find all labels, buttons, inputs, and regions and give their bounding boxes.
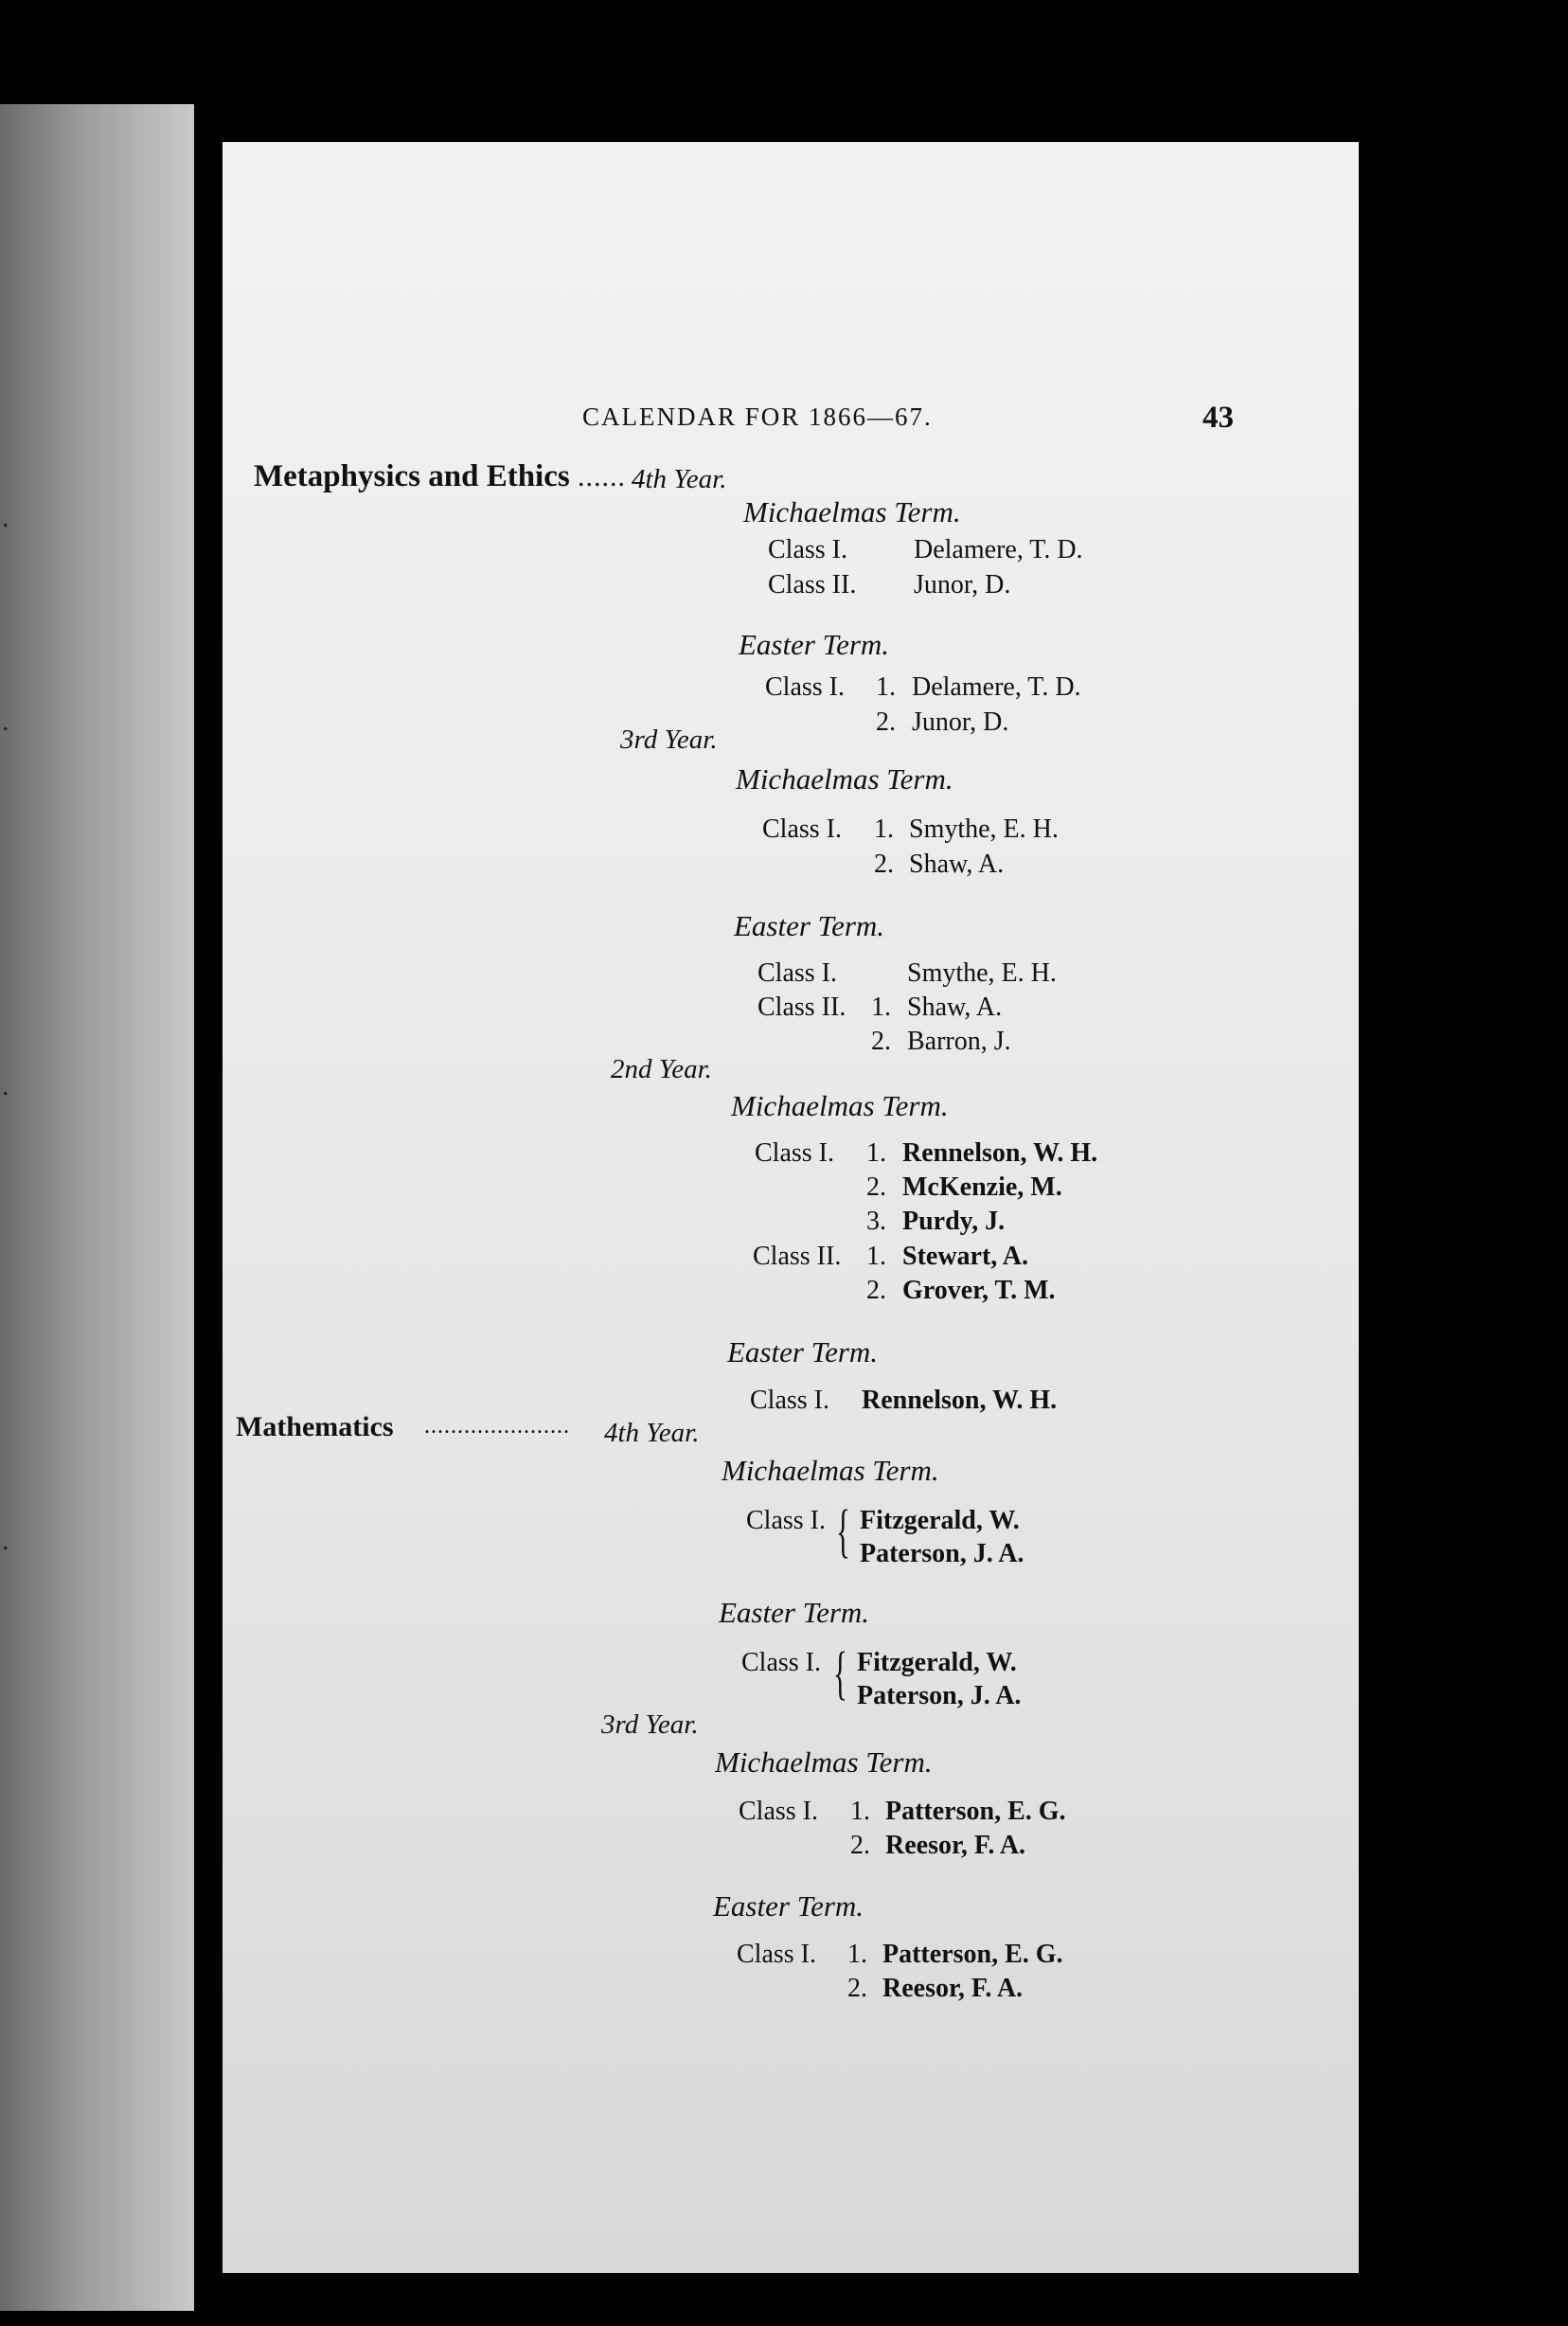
class-label: Class I. [750, 1386, 829, 1415]
rank-number: 1. [876, 672, 896, 702]
year-label: 2nd Year. [611, 1054, 712, 1084]
term-heading: Michaelmas Term. [736, 762, 953, 796]
term-heading: Michaelmas Term. [715, 1745, 933, 1779]
rank-number: 2. [850, 1831, 870, 1860]
student-name: Smythe, E. H. [909, 814, 1059, 844]
year-label: 4th Year. [632, 464, 727, 494]
term-heading: Michaelmas Term. [743, 495, 961, 528]
student-name: Reesor, F. A. [882, 1974, 1024, 2003]
facing-page-fragment: . [2, 1070, 9, 1101]
class-label: Class I. [768, 535, 847, 564]
student-name: Rennelson, W. H. [902, 1138, 1098, 1168]
rank-number: 1. [847, 1940, 867, 1969]
student-name: Rennelson, W. H. [862, 1386, 1058, 1415]
class-label: Class I. [755, 1138, 834, 1168]
dot-leader: ...................... [424, 1414, 570, 1439]
subject-heading: Metaphysics and Ethics [254, 459, 570, 493]
rank-number: 2. [866, 1276, 886, 1305]
rank-number: 3. [866, 1207, 886, 1236]
class-label: Class II. [753, 1242, 842, 1271]
facing-page-edge [0, 104, 194, 2311]
rank-number: 1. [874, 814, 894, 844]
student-name: Junor, D. [912, 707, 1009, 737]
class-label: Class I. [765, 672, 845, 702]
student-name: Patterson, E. G. [885, 1797, 1066, 1826]
year-label: 3rd Year. [620, 725, 718, 755]
term-heading: Easter Term. [713, 1889, 864, 1923]
class-label: Class II. [768, 570, 857, 599]
rank-number: 2. [876, 707, 896, 737]
student-name: Delamere, T. D. [912, 672, 1081, 702]
student-name: Fitzgerald, W. [860, 1506, 1020, 1535]
student-name: Stewart, A. [902, 1242, 1028, 1271]
year-label: 4th Year. [604, 1418, 700, 1448]
student-name: Shaw, A. [907, 993, 1003, 1022]
student-name: Patterson, E. G. [882, 1940, 1063, 1969]
running-title: CALENDAR FOR 1866—67. [582, 403, 933, 431]
rank-number: 1. [866, 1138, 886, 1168]
class-label: Class I. [746, 1506, 826, 1535]
term-heading: Easter Term. [739, 628, 890, 661]
rank-number: 1. [850, 1797, 870, 1826]
class-label: Class I. [741, 1648, 821, 1677]
binding-gutter [194, 104, 223, 2311]
student-name: McKenzie, M. [902, 1172, 1062, 1202]
page-number: 43 [1203, 401, 1234, 435]
term-heading: Easter Term. [719, 1596, 870, 1629]
brace-icon: { [836, 1499, 850, 1564]
rank-number: 2. [866, 1172, 886, 1202]
brace-icon: { [833, 1641, 847, 1706]
student-name: Junor, D. [914, 570, 1011, 599]
term-heading: Easter Term. [734, 909, 885, 942]
class-label: Class I. [762, 814, 842, 844]
class-label: Class I. [739, 1797, 818, 1826]
term-heading: Michaelmas Term. [731, 1089, 949, 1122]
student-name: Reesor, F. A. [885, 1831, 1026, 1860]
facing-page-fragment: . [2, 706, 9, 737]
class-label: Class I. [737, 1940, 816, 1969]
rank-number: 1. [871, 993, 891, 1022]
calendar-page [223, 142, 1359, 2273]
student-name: Fitzgerald, W. [857, 1648, 1017, 1677]
class-label: Class I. [757, 958, 837, 988]
term-heading: Michaelmas Term. [722, 1454, 939, 1487]
student-name: Smythe, E. H. [907, 958, 1057, 988]
subject-heading: Mathematics [236, 1411, 394, 1442]
rank-number: 1. [866, 1242, 886, 1271]
student-name: Purdy, J. [902, 1207, 1006, 1236]
facing-page-fragment: . [2, 1525, 9, 1556]
year-label: 3rd Year. [601, 1709, 699, 1740]
rank-number: 2. [874, 850, 894, 879]
rank-number: 2. [847, 1974, 867, 2003]
facing-page-fragment: . [2, 502, 9, 533]
dot-leader: ...... [578, 461, 626, 492]
student-name: Paterson, J. A. [857, 1681, 1022, 1710]
class-label: Class II. [757, 993, 846, 1022]
student-name: Paterson, J. A. [860, 1539, 1025, 1568]
student-name: Grover, T. M. [902, 1276, 1056, 1305]
student-name: Shaw, A. [909, 850, 1005, 879]
student-name: Delamere, T. D. [914, 535, 1083, 564]
student-name: Barron, J. [907, 1027, 1011, 1056]
rank-number: 2. [871, 1027, 891, 1056]
term-heading: Easter Term. [727, 1335, 879, 1369]
